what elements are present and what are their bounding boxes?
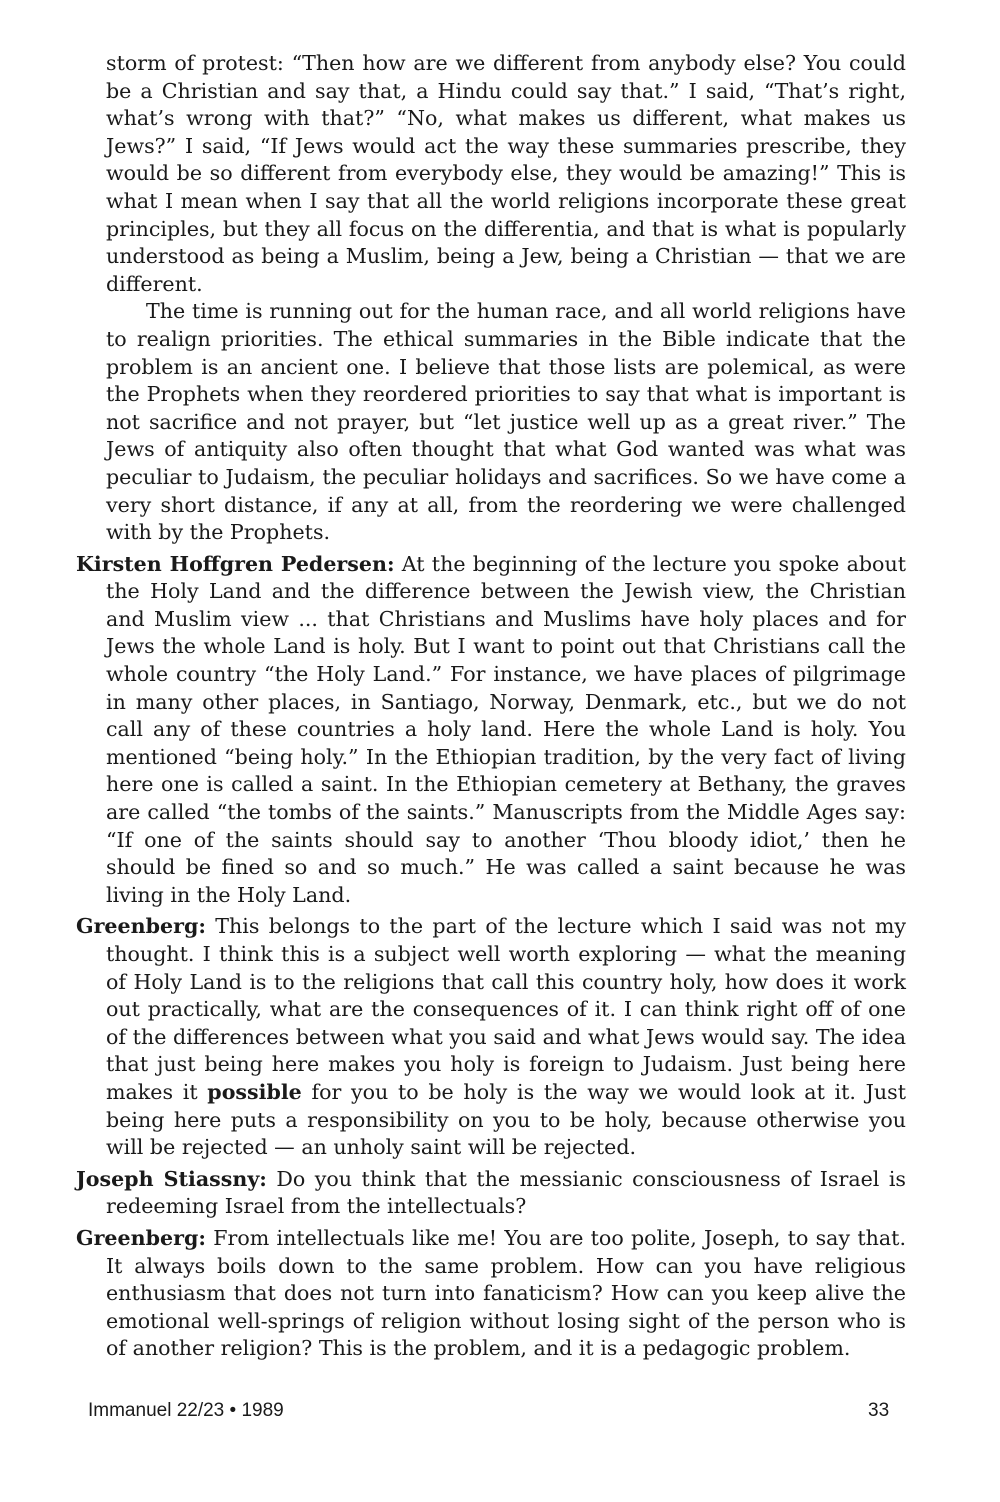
journal-citation: Immanuel 22/23 • 1989: [88, 1400, 284, 1421]
speech-text: At the beginning of the lecture you spoke about the Holy Land and the difference between the Jewish view, the Christian and Muslim view ... that Christians and Muslims have holy places and for Jews the whole Land is holy. But I want to point out that Christians call the whole country “the Holy Land.” For instance, we have places of pilgrimage in many other places, in Santiago, Norway, Denmark, etc., but we do not call any of these countries a holy land. Here the whole Land is holy. You mentioned “being holy.” In the Ethiopian tradition, by the very fact of living here one is called a saint. In the Ethiopian cemetery at Bethany, the graves are called “the tombs of the saints.” Manuscripts from the Middle Ages say: “If one of the saints should say to another ‘Thou bloody idiot,’ then he should be fined so and so much.” He was called a saint because he was living in the Holy Land.: [106, 551, 906, 907]
speech-greenberg-1: [76, 913, 906, 1161]
speech-text: for you to be holy is the way we would look at it. Just being here puts a responsibility on you to be holy, because otherwise you will be rejected — an unholy saint will be rejected.: [106, 1079, 907, 1160]
speaker-name: Greenberg:: [76, 914, 206, 939]
speech-text: Do you think that the messianic consciousness of Israel is redeeming Israel from the intellectuals?: [106, 1166, 906, 1219]
paragraph-time-running-out: The time is running out for the human race, and all world religions have to realign priorities. The ethical summaries in the Bible indicate that the problem is an ancient one. I believe that those lists are polemical, as were the Prophets when they reordered priorities to say that what is important is not sacrifice and not prayer, but “let justice well up as a great river.” The Jews of antiquity also often thought that what God wanted was what was peculiar to Judaism, the peculiar holidays and sacrifices. So we have come a very short distance, if any at all, from the reordering we were challenged with by the Prophets.: [106, 299, 906, 545]
speech-text: From intellectuals like me! You are too polite, Joseph, to say that. It always boils down to the same problem. How can you have religious enthusiasm that does not turn into fanaticism? How can you keep alive the emotional well-springs of religion without losing sight of the person who is of another religion? This is the problem, and it is a pedagogic problem.: [106, 1225, 906, 1361]
paragraph-continuation: storm of protest: “Then how are we different from anybody else? You could be a Christian and say that, a Hindu could say that.” I said, “That’s right, what’s wrong with that?” “No, what makes us different, what makes us Jews?” I said, “If Jews would act the way these summaries prescribe, they would be so different from everybody else, they would be amazing!” This is what I mean when I say that all the world religions incorporate these great principles, but they all focus on the differentia, and that is what is popularly understood as being a Muslim, being a Jew, being a Christian — that we are different.: [106, 51, 906, 296]
article-body: [76, 50, 906, 1363]
speech-stiassny: [76, 1166, 906, 1221]
speech-text: This belongs to the part of the lecture which I said was not my thought. I think this is a subject well worth exploring — what the meaning of Holy Land is to the religions that call this country holy, how does it work out practically, what are the consequences of it. I can think right off of one of the differences between what you said and what Jews would say. The idea that just being here makes you holy is foreign to Judaism. Just being here makes it: [106, 914, 906, 1104]
speech-greenberg-2: [76, 1225, 906, 1363]
speech-pedersen: [76, 551, 906, 910]
speaker-name: Kirsten Hoffgren Pedersen:: [76, 551, 395, 576]
speaker-name: Greenberg:: [76, 1225, 206, 1250]
page-number: 33: [868, 1400, 890, 1421]
speaker-name: Joseph Stiassny:: [76, 1166, 267, 1191]
emphasized-word: possible: [207, 1079, 302, 1104]
